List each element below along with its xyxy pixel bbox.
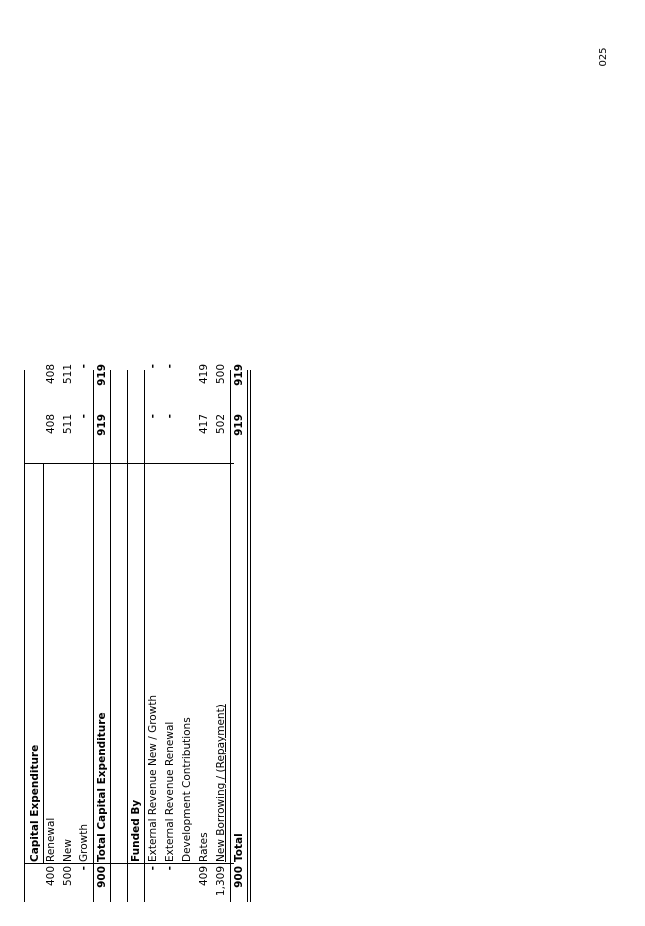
capex-total-bottom-rule bbox=[110, 370, 111, 902]
total-b: 919 bbox=[96, 364, 108, 386]
row-label: External Revenue New / Growth bbox=[147, 694, 159, 862]
value-b: 419 bbox=[198, 364, 210, 385]
table-row bbox=[146, 22, 160, 902]
funded-total-top-rule bbox=[230, 370, 231, 902]
value-a: - bbox=[147, 414, 159, 419]
financial-table bbox=[24, 22, 252, 902]
table-row bbox=[77, 22, 91, 902]
capex-heading-row bbox=[28, 22, 42, 902]
value-a: - bbox=[78, 414, 90, 419]
table-row bbox=[197, 22, 211, 902]
table-row bbox=[61, 22, 75, 902]
total-a: 919 bbox=[96, 414, 108, 436]
row-label: New bbox=[62, 839, 74, 862]
prev-value: 1,309 bbox=[215, 866, 227, 897]
value-b: 408 bbox=[45, 364, 57, 385]
capex-heading: Capital Expenditure bbox=[29, 744, 41, 862]
funded-top-rule bbox=[127, 370, 128, 902]
total-a: 919 bbox=[233, 414, 245, 436]
value-b: - bbox=[164, 364, 176, 369]
value-a: 511 bbox=[62, 414, 74, 435]
prev-value: - bbox=[164, 866, 176, 871]
prev-total: 900 bbox=[96, 866, 108, 888]
row-label: Renewal bbox=[45, 817, 57, 862]
row-label: Development Contributions bbox=[181, 717, 193, 862]
row-label: Growth bbox=[78, 823, 90, 862]
funded-total-row bbox=[232, 22, 246, 902]
value-a: - bbox=[164, 414, 176, 419]
prev-value: - bbox=[147, 866, 159, 871]
prev-value: 409 bbox=[198, 866, 210, 887]
value-a: 502 bbox=[215, 414, 227, 435]
row-label: New Borrowing / (Repayment) bbox=[215, 704, 227, 862]
total-label: Total bbox=[233, 833, 245, 862]
value-a: 417 bbox=[198, 414, 210, 435]
funded-total-bottom-rule-1 bbox=[247, 370, 248, 902]
value-b: - bbox=[147, 364, 159, 369]
value-a: 408 bbox=[45, 414, 57, 435]
funded-heading-row bbox=[129, 22, 143, 902]
table-row bbox=[214, 22, 228, 902]
total-b: 919 bbox=[233, 364, 245, 386]
capex-total-top-rule bbox=[93, 370, 94, 902]
value-b: - bbox=[78, 364, 90, 369]
table-row bbox=[44, 22, 58, 902]
prev-total: 900 bbox=[233, 866, 245, 888]
funded-heading: Funded By bbox=[130, 799, 142, 862]
prev-value: - bbox=[78, 866, 90, 871]
value-b: 511 bbox=[62, 364, 74, 385]
table-row bbox=[163, 22, 177, 902]
table-left-rule bbox=[24, 370, 25, 902]
funded-total-bottom-rule-2 bbox=[250, 370, 251, 902]
capex-total-row bbox=[95, 22, 109, 902]
page-number-text: 025 bbox=[598, 47, 609, 67]
prev-value: 500 bbox=[62, 866, 74, 887]
row-label: Rates bbox=[198, 832, 210, 862]
funded-heading-rule bbox=[144, 370, 145, 902]
value-b: 500 bbox=[215, 364, 227, 385]
total-label: Total Capital Expenditure bbox=[96, 712, 108, 862]
table-row bbox=[180, 22, 194, 902]
prev-value: 400 bbox=[45, 866, 57, 887]
row-label: External Revenue Renewal bbox=[164, 721, 176, 862]
